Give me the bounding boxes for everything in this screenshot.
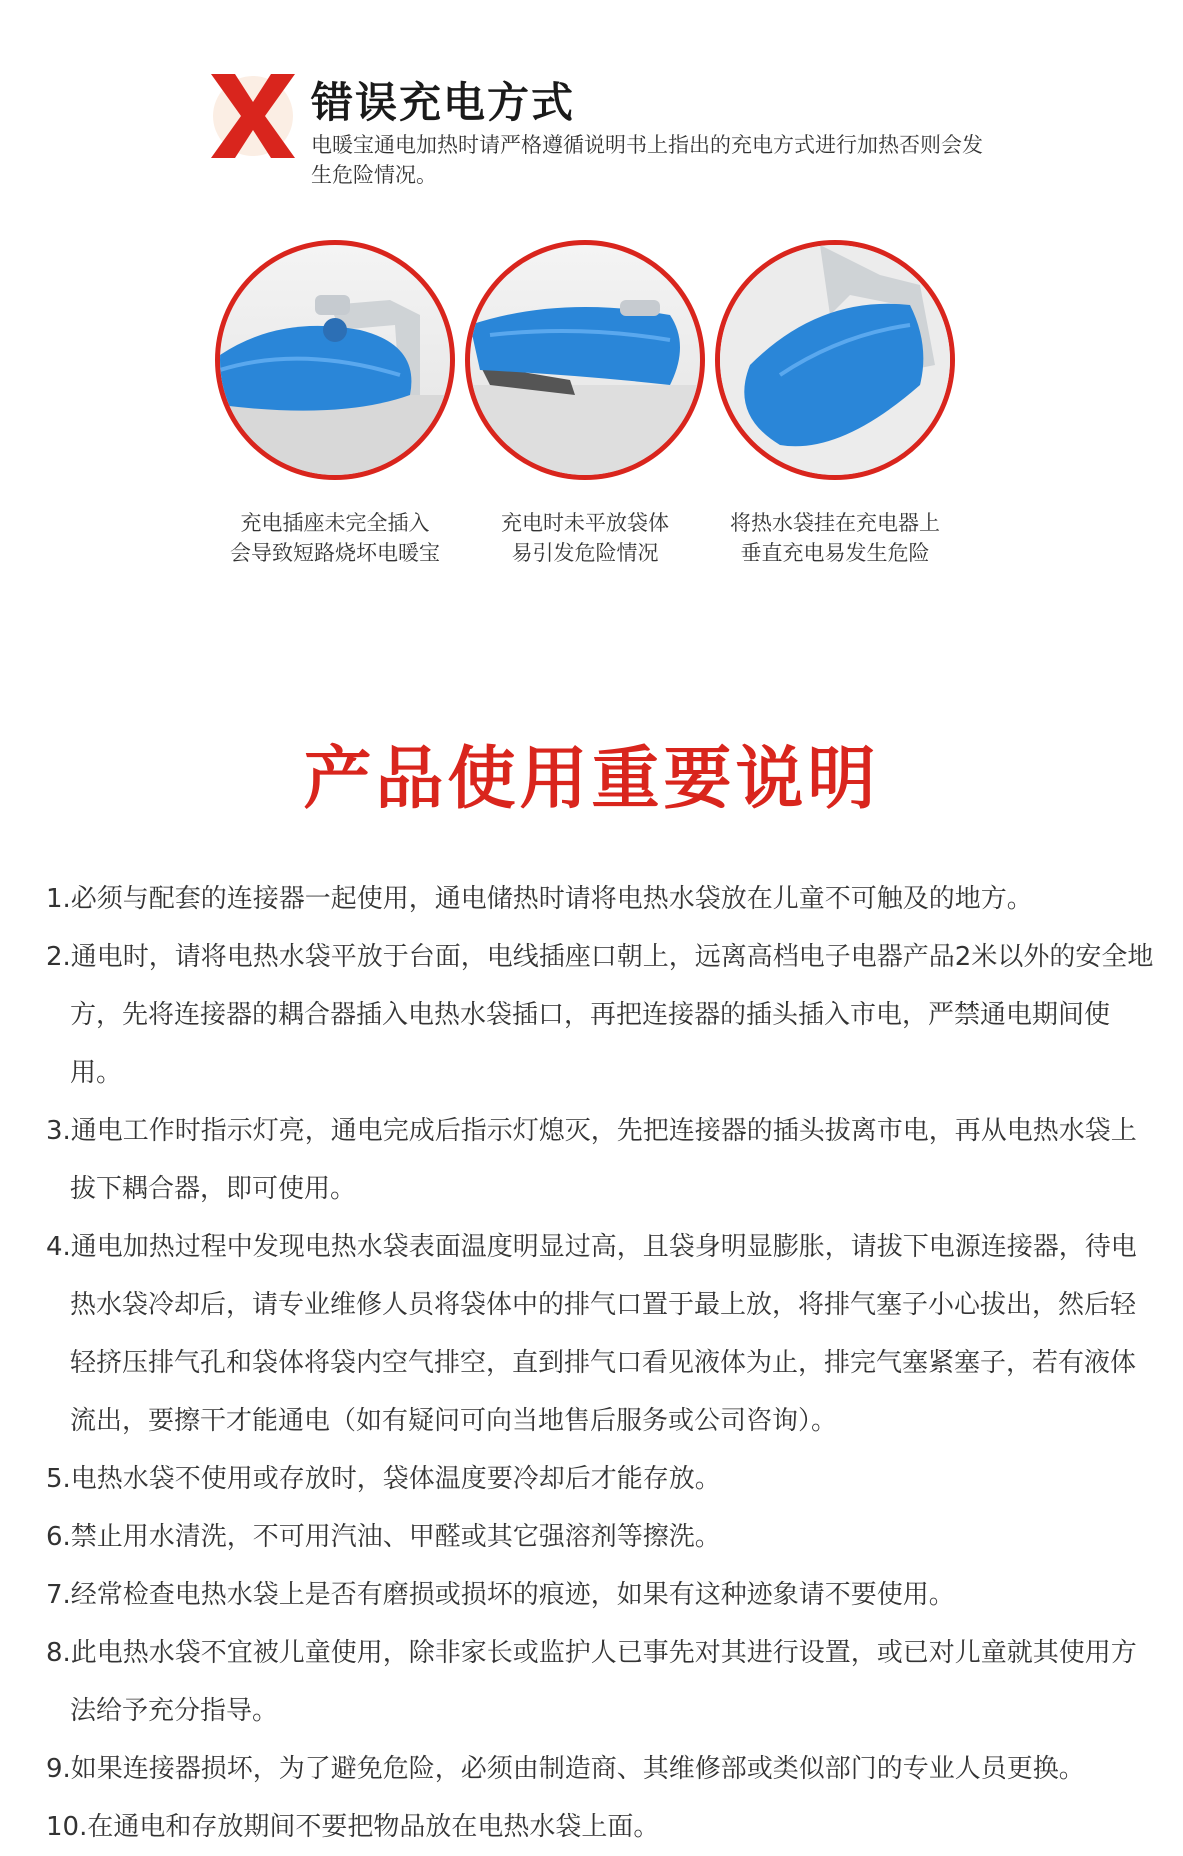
wrong-methods-row	[185, 240, 1005, 570]
list-item: 1.必须与配套的连接器一起使用，通电储热时请将电热水袋放在儿童不可触及的地方。	[46, 884, 1033, 914]
bag-not-flat-photo	[465, 240, 705, 480]
list-item: 4.通电加热过程中发现电热水袋表面温度明显过高，且袋身明显膨胀，请拔下电源连接器，待电热水袋冷却后，请专业维修人员将袋体中的排气口置于最上放，将排气塞子小心拔出，然后轻轻挤压排气孔和袋体将袋内空气排空，直到排气口看见液体为止，排完气塞紧塞子，若有液体流出，要擦干才能通电（如有疑问可向当地售后服务或公司咨询）。	[46, 1232, 1137, 1436]
wrong-method-caption: 充电时未平放袋体 易引发危险情况	[501, 511, 669, 565]
list-item: 7.经常检查电热水袋上是否有磨损或损坏的痕迹，如果有这种迹象请不要使用。	[46, 1580, 955, 1610]
header-description: 电暖宝通电加热时请严格遵循说明书上指出的充电方式进行加热否则会发生危险情况。	[311, 133, 983, 187]
x-mark-icon	[205, 68, 301, 164]
bag-hanging-vertical-photo	[715, 240, 955, 480]
warning-header	[205, 60, 1005, 200]
section-title: 产品使用重要说明	[303, 740, 880, 819]
list-item: 8.此电热水袋不宜被儿童使用，除非家长或监护人已事先对其进行设置，或已对儿童就其使用方法给予充分指导。	[46, 1638, 1137, 1726]
list-item: 9.如果连接器损坏，为了避免危险，必须由制造商、其维修部或类似部门的专业人员更换。	[46, 1754, 1085, 1784]
list-item: 10.在通电和存放期间不要把物品放在电热水袋上面。	[46, 1812, 660, 1842]
header-title: 错误充电方式	[311, 78, 576, 127]
list-item: 5.电热水袋不使用或存放时，袋体温度要冷却后才能存放。	[46, 1464, 721, 1494]
important-notes-list	[46, 870, 1156, 1856]
wrong-method-caption: 将热水袋挂在充电器上 垂直充电易发生危险	[730, 511, 940, 565]
wrong-method-caption: 充电插座未完全插入 会导致短路烧坏电暖宝	[230, 511, 440, 565]
list-item: 6.禁止用水清洗，不可用汽油、甲醛或其它强溶剂等擦洗。	[46, 1522, 721, 1552]
list-item: 2.通电时，请将电热水袋平放于台面，电线插座口朝上，远离高档电子电器产品2米以外的安全地方，先将连接器的耦合器插入电热水袋插口，再把连接器的插头插入市电，严禁通电期间使用。	[46, 942, 1154, 1088]
plug-not-fully-inserted-photo	[215, 240, 455, 480]
list-item: 3.通电工作时指示灯亮，通电完成后指示灯熄灭，先把连接器的插头拔离市电，再从电热水袋上拔下耦合器，即可使用。	[46, 1116, 1137, 1204]
wrong-method-item	[685, 240, 985, 568]
